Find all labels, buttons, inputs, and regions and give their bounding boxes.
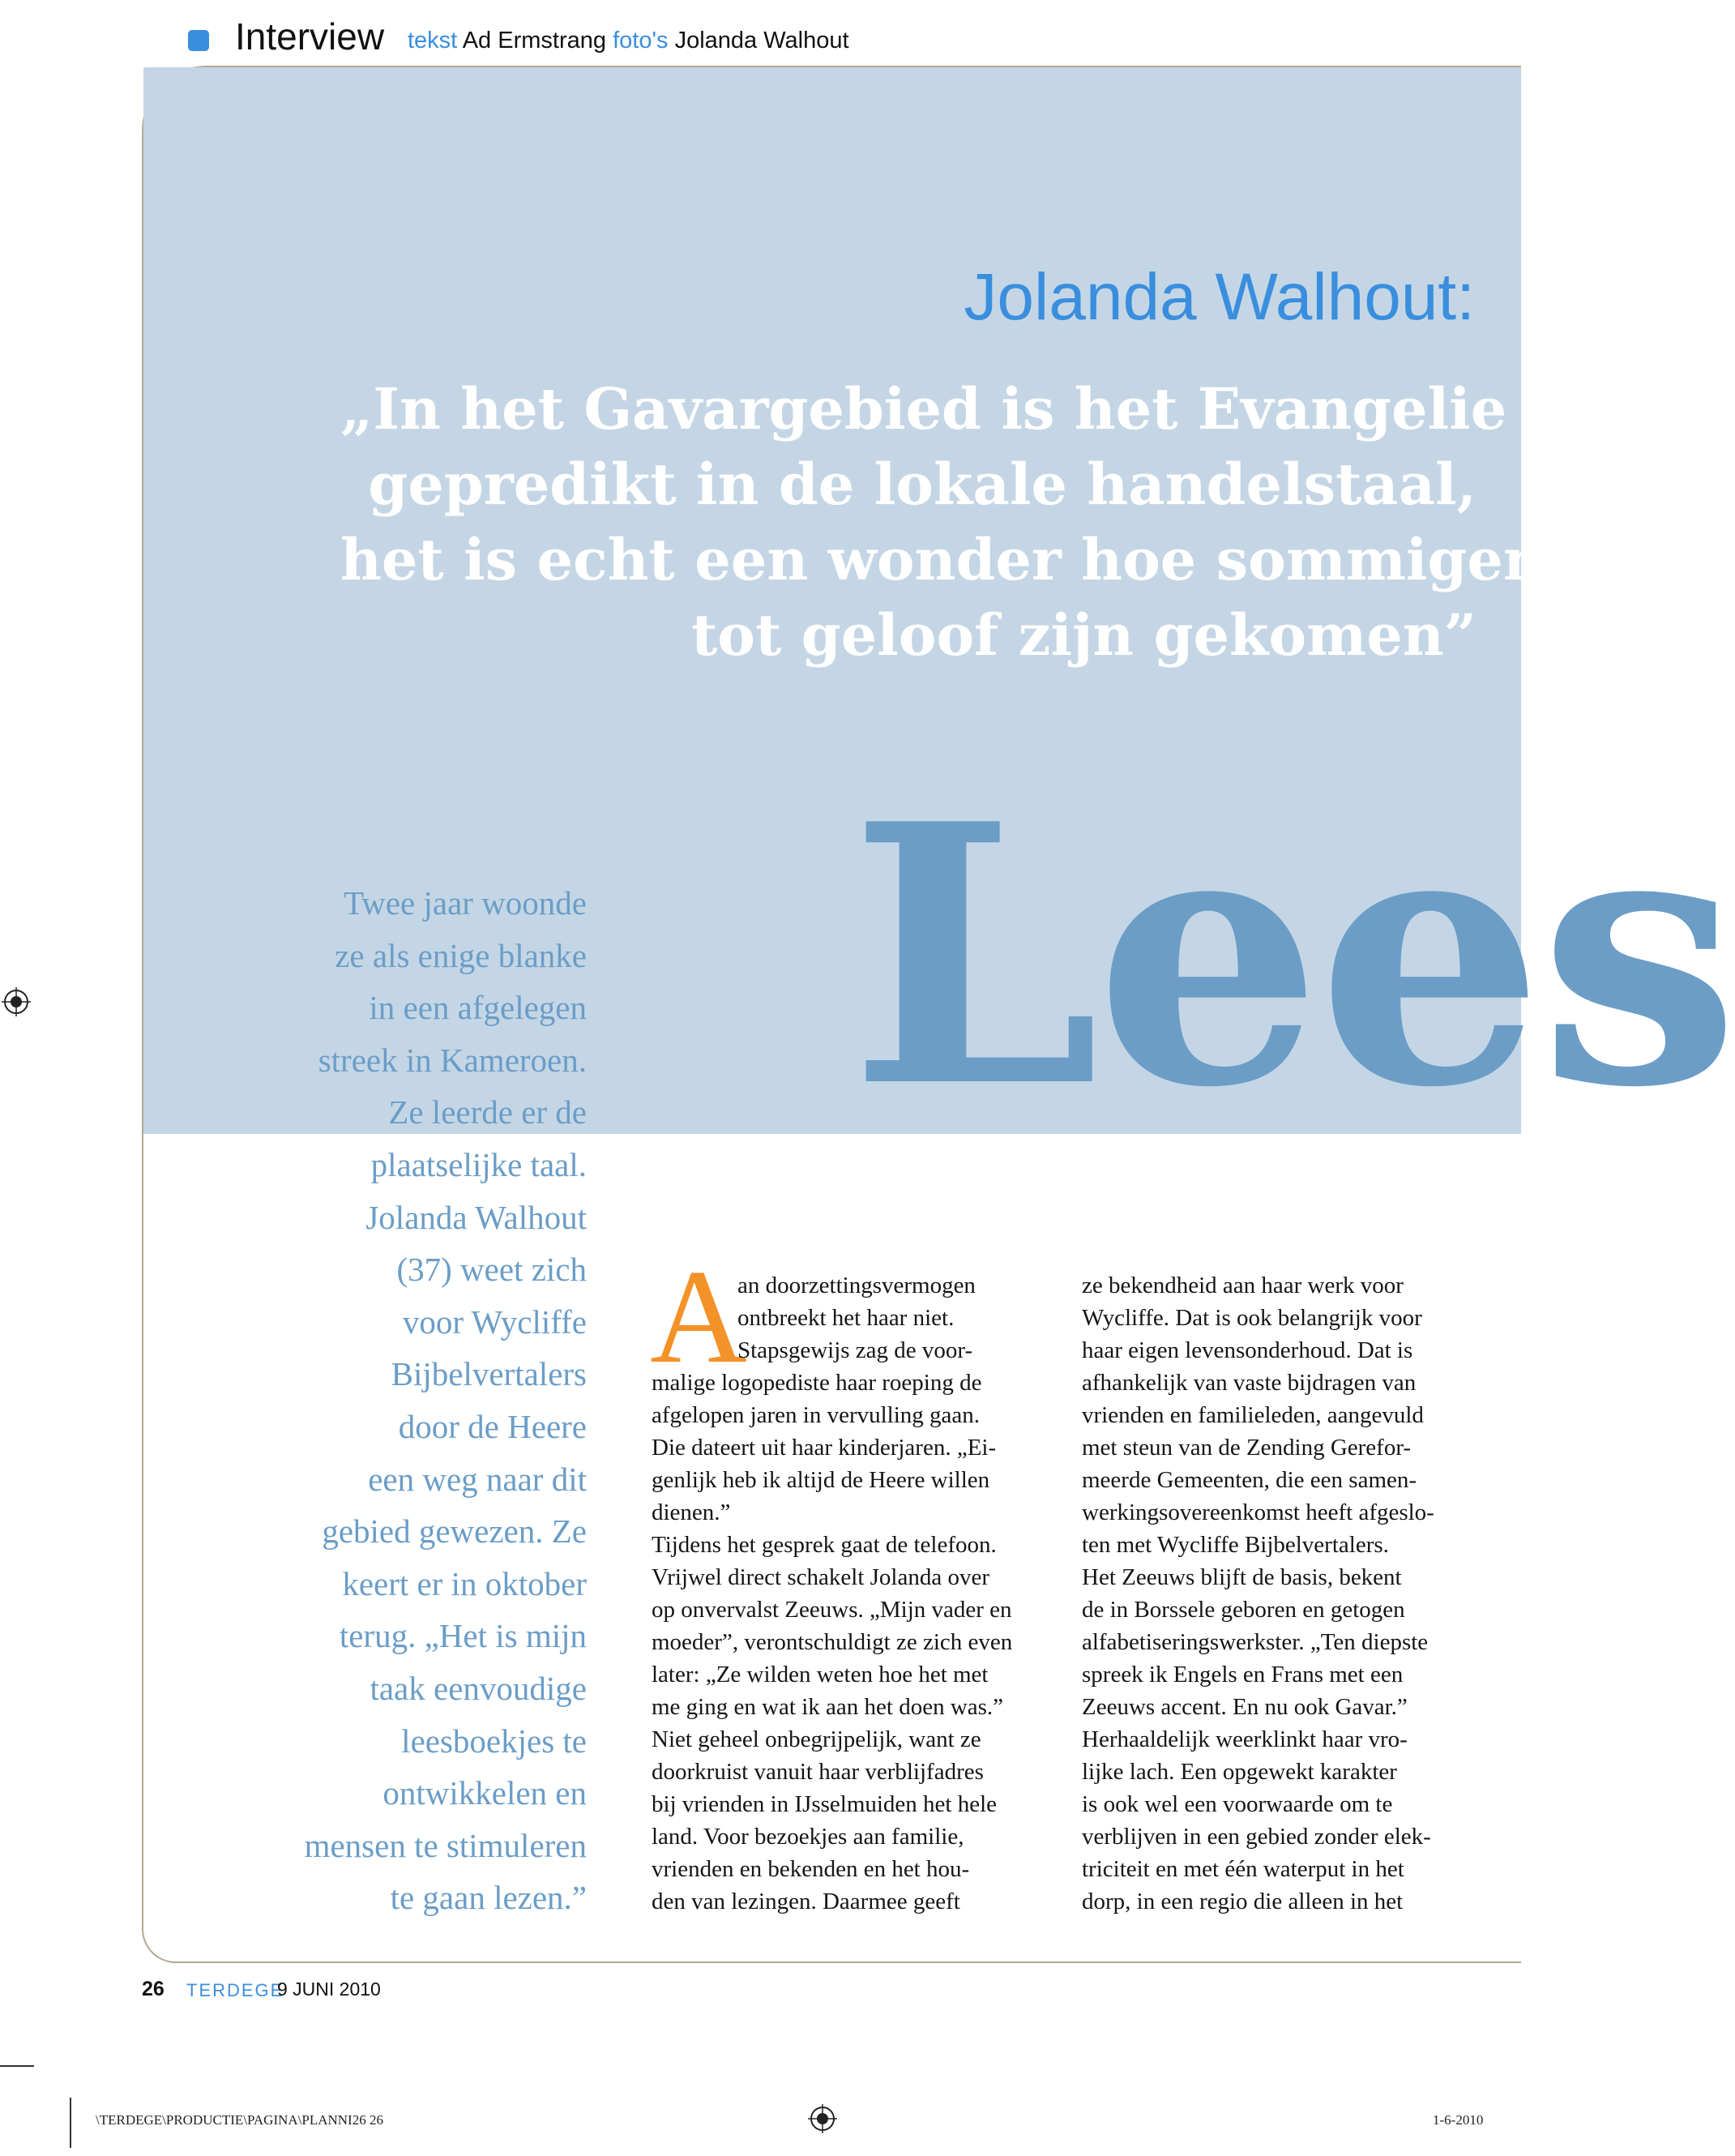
body-line: ten met Wycliffe Bijbelvertalers.: [1082, 1532, 1389, 1558]
intro-line: terug. „Het is mijn: [339, 1617, 587, 1655]
intro-line: Bijbelvertalers: [391, 1355, 587, 1393]
body-line: vrienden en familieleden, aangevuld: [1082, 1402, 1424, 1428]
file-path-slug: \TERDEGE\PRODUCTIE\PAGINA\PLANNI26 26: [96, 2112, 383, 2128]
intro-line: door de Heere: [398, 1407, 587, 1445]
body-line: haar eigen levensonderhoud. Dat is: [1082, 1337, 1413, 1363]
big-headline-word: Lees: [849, 746, 1735, 1166]
slug-date: 1-6-2010: [1433, 2112, 1484, 2128]
body-line: dienen.”: [652, 1499, 731, 1525]
body-line: werkingsovereenkomst heeft afgeslo-: [1082, 1499, 1434, 1525]
body-line: dorp, in een regio die alleen in het: [1082, 1889, 1404, 1914]
intro-line: gebied gewezen. Ze: [322, 1512, 587, 1551]
credits: [408, 28, 849, 54]
crop-mark: [0, 2065, 34, 2067]
intro-line: voor Wycliffe: [402, 1303, 587, 1341]
quote-line: „In het Gavargebied is het Evangelie: [340, 375, 1507, 443]
body-line: den van lezingen. Daarmee geeft: [652, 1889, 960, 1914]
photo-label: foto's: [613, 28, 669, 53]
intro-line: keert er in oktober: [342, 1564, 587, 1602]
intro-line: (37) weet zich: [396, 1251, 587, 1289]
body-line: Wycliffe. Dat is ook belangrijk voor: [1082, 1305, 1422, 1331]
body-line: bij vrienden in IJsselmuiden het hele: [652, 1791, 998, 1817]
page-number: 26: [142, 1978, 165, 2000]
section-title: Interview: [235, 15, 385, 58]
quote-line: tot geloof zijn gekomen”: [690, 601, 1476, 669]
body-line: de in Borssele geboren en getogen: [1082, 1597, 1405, 1623]
quote-line: gepredikt in de lokale handelstaal,: [368, 451, 1476, 518]
intro-line: streek in Kameroen.: [318, 1041, 587, 1079]
intro-line: leesboekjes te: [401, 1722, 587, 1760]
body-line: triciteit en met één waterput in het: [1082, 1856, 1404, 1882]
body-line: lijke lach. Een opgewekt karakter: [1082, 1759, 1397, 1785]
body-line: land. Voor bezoekjes aan familie,: [652, 1824, 964, 1850]
crop-mark: [70, 2098, 71, 2148]
registration-mark-icon: [2, 987, 31, 1016]
quote-line: het is echt een wonder hoe sommigen: [340, 526, 1545, 593]
headline-quote: [340, 371, 1545, 673]
body-line: spreek ik Engels en Frans met een: [1082, 1662, 1404, 1688]
intro-line: in een afgelegen: [369, 989, 587, 1027]
body-line: genlijk heb ik altijd de Heere willen: [652, 1467, 990, 1493]
body-line: Herhaaldelijk weerklinkt haar vro-: [1082, 1726, 1408, 1752]
body-line: alfabetiseringswerkster. „Ten diepste: [1082, 1629, 1429, 1655]
text-label: tekst: [408, 28, 458, 53]
body-line: met steun van de Zending Gerefor-: [1082, 1435, 1412, 1461]
section-marker-icon: [188, 30, 209, 51]
intro-line: Ze leerde er de: [388, 1093, 587, 1131]
body-line: malige logopediste haar roeping de: [652, 1370, 982, 1396]
body-line: Tijdens het gesprek gaat de telefoon.: [652, 1532, 997, 1558]
body-line: Stapsgewijs zag de voor-: [737, 1337, 973, 1363]
body-line: verblijven in een gebied zonder elek-: [1082, 1824, 1431, 1850]
body-line: afgelopen jaren in vervulling gaan.: [652, 1402, 981, 1428]
body-line: op onvervalst Zeeuws. „Mijn vader en: [652, 1597, 1012, 1623]
body-line: doorkruist vanuit haar verblijfadres: [652, 1759, 984, 1785]
intro-line: ze als enige blanke: [335, 936, 587, 974]
body-line: me ging en wat ik aan het doen was.”: [652, 1694, 1004, 1720]
intro-line: plaatselijke taal.: [370, 1145, 587, 1183]
body-line: Zeeuws accent. En nu ook Gavar.”: [1082, 1694, 1408, 1720]
magazine-name: TERDEGE: [186, 1980, 284, 2000]
intro-line: Twee jaar woonde: [344, 884, 587, 922]
intro-line: een weg naar dit: [368, 1460, 587, 1498]
body-line: ze bekendheid aan haar werk voor: [1082, 1273, 1404, 1298]
intro-text: [243, 877, 587, 1924]
body-line: Het Zeeuws blijft de basis, bekent: [1082, 1564, 1402, 1590]
author: Ad Ermstrang: [462, 28, 607, 53]
body-column-1: [652, 1269, 1049, 1918]
drop-cap: A: [650, 1242, 747, 1391]
photographer: Jolanda Walhout: [674, 28, 849, 53]
body-line: Vrijwel direct schakelt Jolanda over: [652, 1564, 989, 1590]
body-line: an doorzettingsvermogen: [737, 1273, 976, 1298]
intro-line: ontwikkelen en: [382, 1774, 587, 1812]
registration-mark-icon: [808, 2104, 837, 2133]
body-line: vrienden en bekenden en het hou-: [652, 1856, 970, 1882]
intro-line: mensen te stimuleren: [304, 1826, 587, 1864]
body-line: later: „Ze wilden weten hoe het met: [652, 1662, 989, 1688]
body-line: afhankelijk van vaste bijdragen van: [1082, 1370, 1417, 1396]
body-line: meerde Gemeenten, die een samen-: [1082, 1467, 1417, 1493]
body-line: moeder”, verontschuldigt ze zich even: [652, 1629, 1013, 1655]
body-line: Niet geheel onbegrijpelijk, want ze: [652, 1726, 981, 1752]
body-column-2: [1082, 1269, 1479, 1918]
body-line: Die dateert uit haar kinderjaren. „Ei-: [652, 1435, 997, 1461]
body-line: ontbreekt het haar niet.: [737, 1305, 955, 1331]
article-subject: Jolanda Walhout:: [964, 260, 1475, 334]
issue-date: 9 JUNI 2010: [277, 1978, 381, 2000]
intro-line: taak eenvoudige: [370, 1669, 587, 1707]
body-line: is ook wel een voorwaarde om te: [1082, 1791, 1393, 1817]
intro-line: te gaan lezen.”: [390, 1879, 587, 1917]
intro-line: Jolanda Walhout: [365, 1198, 587, 1236]
